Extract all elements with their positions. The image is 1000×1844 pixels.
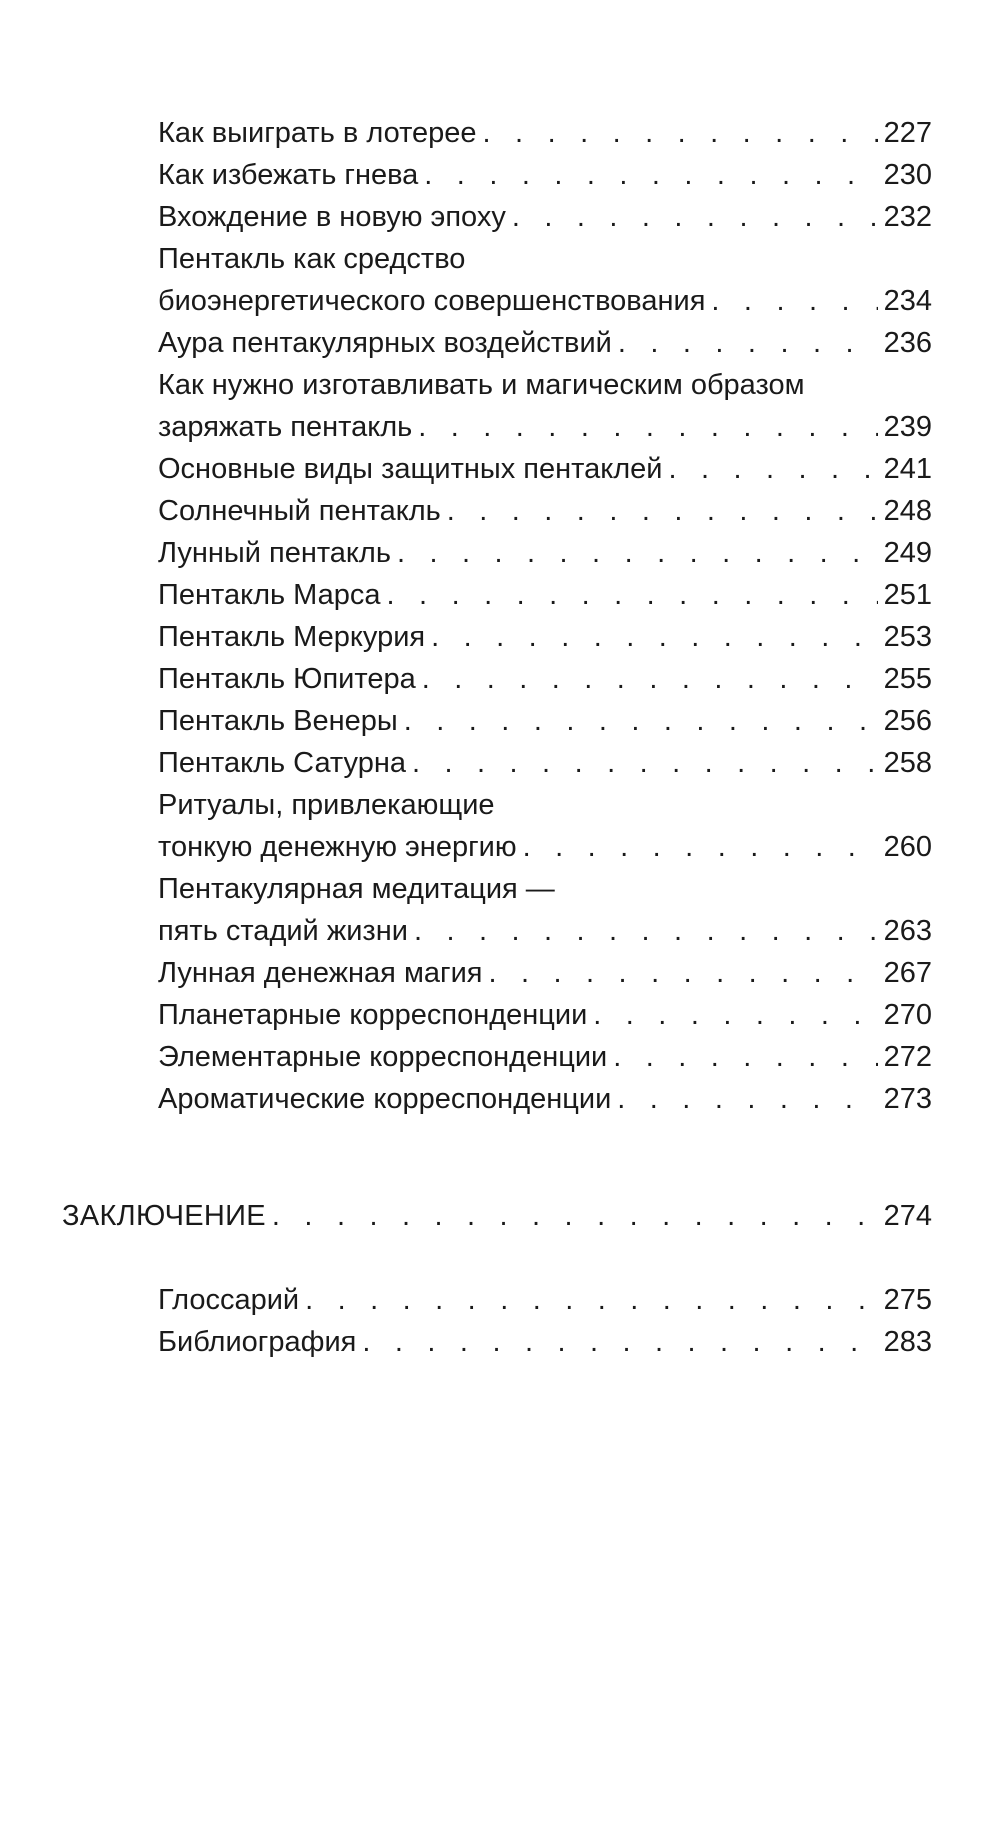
toc-entry (158, 1078, 932, 1120)
toc-entry (158, 952, 932, 994)
dot-leader (612, 322, 878, 364)
toc-entry-page: 256 (883, 705, 932, 737)
toc-entry-page: 272 (883, 1041, 932, 1073)
toc-entry (158, 784, 932, 868)
toc-entry (158, 322, 932, 364)
dot-leader (418, 154, 877, 196)
toc-entry-title: Вхождение в новую эпоху (158, 201, 506, 233)
dot-leader (425, 616, 877, 658)
toc-entry (158, 574, 932, 616)
toc-entry (158, 532, 932, 574)
toc-conclusion-title: ЗАКЛЮЧЕНИЕ (62, 1200, 266, 1232)
toc-entry-title: тонкую денежную энергию (158, 831, 517, 863)
toc-entry-page: 263 (883, 915, 932, 947)
toc-entry-title: Планетарные корреспонденции (158, 999, 588, 1031)
toc-entry-title: Элементарные корреспонденции (158, 1041, 608, 1073)
toc-entry (158, 994, 932, 1036)
toc-entry-page: 255 (883, 663, 932, 695)
toc-entry (158, 1036, 932, 1078)
toc-entry-title-line1: Ритуалы, привлекающие (158, 789, 495, 821)
toc-entry-title: Лунная денежная магия (158, 957, 483, 989)
toc-entry-page: 227 (883, 117, 932, 149)
toc-entry-page: 249 (883, 537, 932, 569)
dot-leader (266, 1195, 878, 1237)
dot-leader (662, 448, 877, 490)
toc-entry-title: Солнечный пентакль (158, 495, 441, 527)
toc-entry (158, 196, 932, 238)
toc-entry-title: Библиография (158, 1326, 357, 1358)
toc-entry (158, 616, 932, 658)
toc-entry (158, 742, 932, 784)
toc-entry (158, 238, 932, 322)
toc-entry-title-line1: Как нужно изготавливать и магическим образом (158, 369, 805, 401)
dot-leader (408, 910, 878, 952)
dot-leader (441, 490, 878, 532)
toc-entry (158, 112, 932, 154)
toc-entry (158, 364, 932, 448)
toc-entry-page: 251 (883, 579, 932, 611)
dot-leader (381, 574, 878, 616)
toc-entry-title: Как выиграть в лотерее (158, 117, 477, 149)
dot-leader (705, 280, 877, 322)
dot-leader (587, 994, 877, 1036)
toc-entry (158, 700, 932, 742)
toc-entry (158, 448, 932, 490)
toc-entry-page: 275 (883, 1284, 932, 1316)
toc-conclusion (62, 1195, 932, 1237)
dot-leader (416, 658, 878, 700)
toc-entry-title: Аура пентакулярных воздействий (158, 327, 612, 359)
toc-entry-page: 253 (883, 621, 932, 653)
toc-entry-title: Ароматические корреспонденции (158, 1083, 612, 1115)
toc-entry-title: биоэнергетического совершенствования (158, 285, 706, 317)
dot-leader (517, 826, 878, 868)
toc-entry-bibliography (158, 1321, 932, 1363)
toc-entry-page: 234 (883, 285, 932, 317)
dot-leader (506, 196, 878, 238)
toc-entry (158, 868, 932, 952)
toc-entry-page: 248 (883, 495, 932, 527)
toc-entry-title: пять стадий жизни (158, 915, 408, 947)
toc-entry (158, 490, 932, 532)
dot-leader (477, 112, 878, 154)
toc-entry-title: Пентакль Венеры (158, 705, 398, 737)
toc-entry-title: Глоссарий (158, 1284, 300, 1316)
dot-leader (356, 1321, 877, 1363)
toc-entry-page: 258 (883, 747, 932, 779)
toc-entry-page: 267 (883, 957, 932, 989)
dot-leader (299, 1279, 878, 1321)
toc-entry-page: 236 (883, 327, 932, 359)
dot-leader (391, 532, 878, 574)
toc-entry-title: Основные виды защитных пентаклей (158, 453, 663, 485)
toc-entry (158, 154, 932, 196)
toc-entry-title: Пентакль Юпитера (158, 663, 416, 695)
toc-entry-title-line1: Пентакль как средство (158, 243, 466, 275)
toc-entry-title: заряжать пентакль (158, 411, 413, 443)
toc-entry (158, 658, 932, 700)
toc-entry-page: 273 (883, 1083, 932, 1115)
toc-entry-page: 270 (883, 999, 932, 1031)
dot-leader (483, 952, 878, 994)
toc-entry-title: Пентакль Меркурия (158, 621, 426, 653)
dot-leader (611, 1078, 877, 1120)
toc-entry-title: Лунный пентакль (158, 537, 391, 569)
toc-entry-title: Пентакль Сатурна (158, 747, 406, 779)
toc-entry-title: Как избежать гнева (158, 159, 419, 191)
toc-entry-page: 232 (883, 201, 932, 233)
toc-entry-page: 260 (883, 831, 932, 863)
dot-leader (412, 406, 877, 448)
toc-entry-page: 283 (883, 1326, 932, 1358)
dot-leader (398, 700, 878, 742)
toc-entry-page: 241 (883, 453, 932, 485)
toc-entry-page: 230 (883, 159, 932, 191)
toc-entry-title-line1: Пентакулярная медитация — (158, 873, 555, 905)
toc-entry-page: 239 (883, 411, 932, 443)
dot-leader (607, 1036, 877, 1078)
toc-conclusion-page: 274 (883, 1200, 932, 1232)
dot-leader (406, 742, 878, 784)
toc-entry-glossary (158, 1279, 932, 1321)
toc-entry-title: Пентакль Марса (158, 579, 381, 611)
